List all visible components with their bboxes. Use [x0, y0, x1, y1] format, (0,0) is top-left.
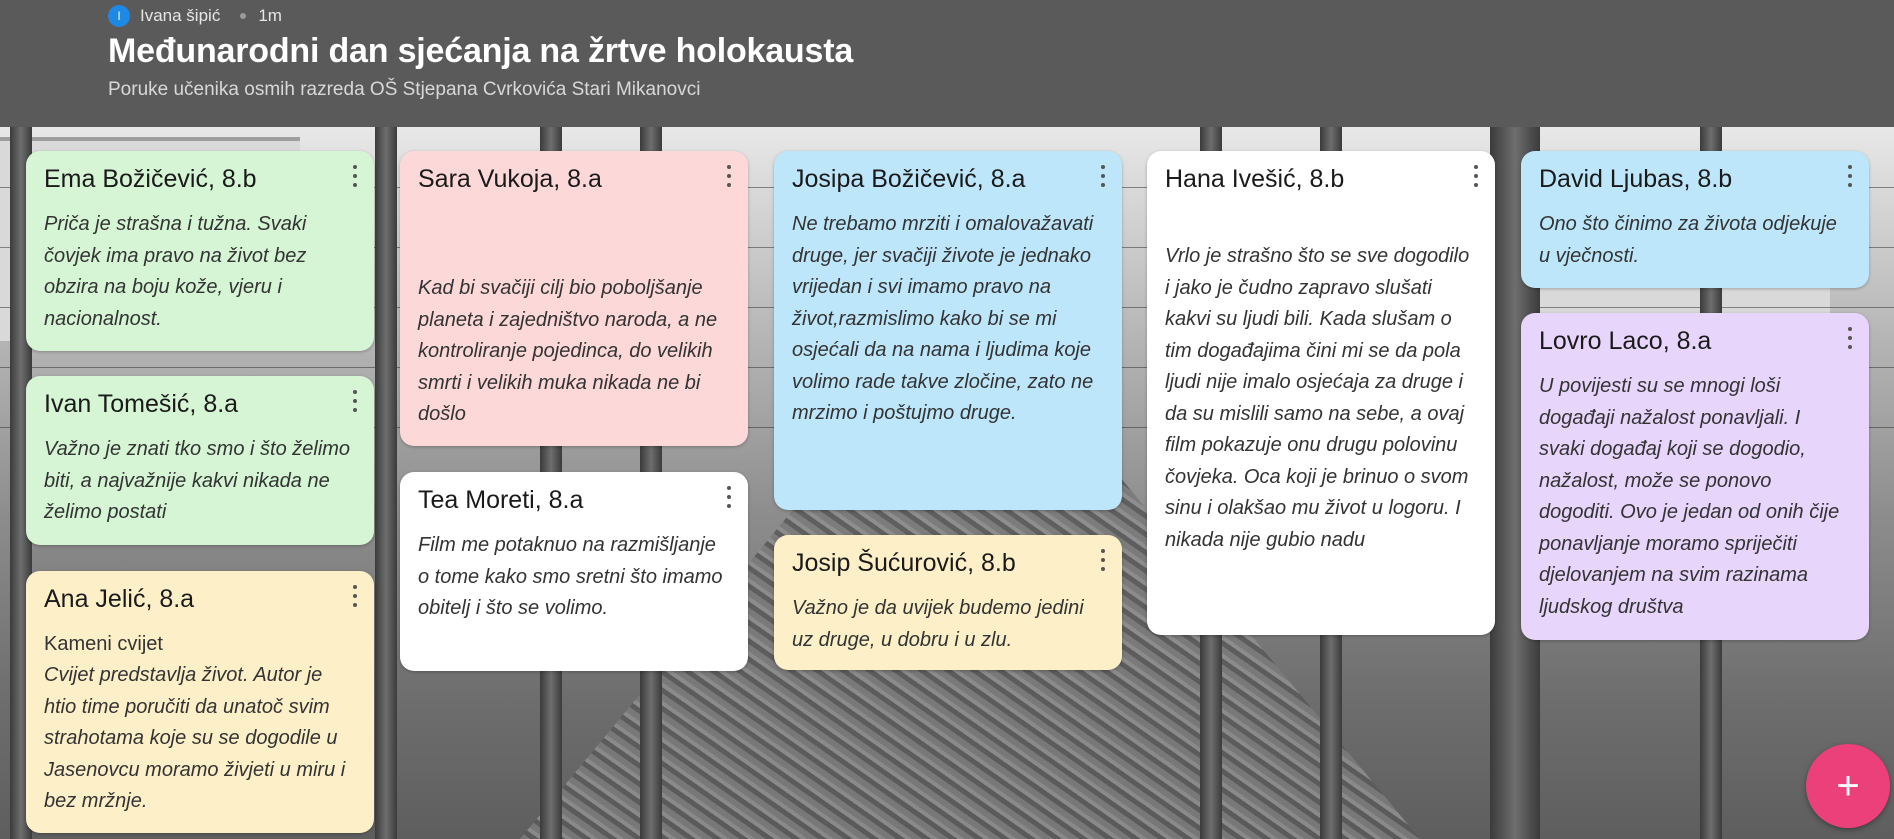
post-text: U povijesti su se mnogi loši događaji nažalost ponavljali. I svaki događaj koji se dogodio, nažalost, može se ponovo dogoditi. Ovo je jedan od onih čije ponavljanje moramo spriječiti djelovanjem na svim razinama ljudskog društva	[1539, 375, 1845, 618]
plus-icon: +	[1836, 763, 1860, 808]
post-author: David Ljubas, 8.b	[1539, 165, 1733, 193]
more-options-icon[interactable]	[1098, 549, 1108, 571]
post-text: Ne trebamo mrziti i omalovažavati druge, jer svačiji živote je jednako vrijedan i svi imamo pravo na život,razmislimo kako bi se mi osjećali da na nama i ljudima koje volimo rade takve zločine, zato ne mrzimo i poštujmo druge.	[792, 213, 1099, 424]
page-title: Međunarodni dan sjećanja na žrtve holokausta	[108, 32, 854, 70]
more-options-icon[interactable]	[1471, 165, 1481, 187]
post-text: Važno je znati tko smo i što želimo biti, a najvažnije kakvi nikada ne želimo postati	[44, 438, 356, 523]
add-post-button[interactable]	[1806, 744, 1890, 828]
post-text: Ono što činimo za života odjekuje u vječnosti.	[1539, 213, 1843, 267]
more-options-icon[interactable]	[350, 585, 360, 607]
author-row	[108, 5, 282, 27]
more-options-icon[interactable]	[724, 486, 734, 508]
post-card[interactable]	[26, 151, 374, 351]
post-text: Vrlo je strašno što se sve dogodilo i jako je čudno zapravo slušati kakvi su ljudi bili. Kada slušam o tim događajima čini mi se da pola ljudi nije imalo osjećaja za druge i da su mislili samo na sebe, a ovaj film pokazuje onu drugu polovinu čovjeka. Oca koji je brinuo o svom sinu i olakšao mu život u logoru. I nikada nije gubio nadu	[1165, 245, 1475, 551]
post-author: Tea Moreti, 8.a	[418, 486, 584, 514]
post-author: Hana Ivešić, 8.b	[1165, 165, 1345, 193]
more-options-icon[interactable]	[1098, 165, 1108, 187]
more-options-icon[interactable]	[350, 390, 360, 412]
post-card[interactable]	[26, 376, 374, 545]
more-options-icon[interactable]	[1845, 327, 1855, 349]
post-text: Priča je strašna i tužna. Svaki čovjek ima pravo na život bez obzira na boju kože, vjeru i nacionalnost.	[44, 213, 312, 330]
post-text: Važno je da uvijek budemo jedini uz druge, u dobru i u zlu.	[792, 597, 1090, 651]
more-options-icon[interactable]	[724, 165, 734, 187]
post-author: Ema Božičević, 8.b	[44, 165, 257, 193]
post-card[interactable]	[774, 535, 1122, 670]
post-author: Josip Šućurović, 8.b	[792, 549, 1016, 577]
post-card[interactable]	[774, 151, 1122, 510]
post-card[interactable]	[1521, 151, 1869, 288]
post-card[interactable]	[1147, 151, 1495, 635]
separator-dot	[240, 13, 246, 19]
post-card[interactable]	[26, 571, 374, 833]
post-author: Ivan Tomešić, 8.a	[44, 390, 239, 418]
more-options-icon[interactable]	[1845, 165, 1855, 187]
page-subtitle: Poruke učenika osmih razreda OŠ Stjepana Cvrkovića Stari Mikanovci	[108, 79, 701, 100]
timestamp: 1m	[258, 6, 282, 25]
page-header	[0, 0, 1894, 127]
post-text-heading: Kameni cvijet	[44, 633, 163, 655]
more-options-icon[interactable]	[350, 165, 360, 187]
post-author: Lovro Laco, 8.a	[1539, 327, 1712, 355]
post-text: Film me potaknuo na razmišljanje o tome kako smo sretni što imamo obitelj i što se volimo.	[418, 534, 729, 619]
post-author: Sara Vukoja, 8.a	[418, 165, 602, 193]
post-author: Ana Jelić, 8.a	[44, 585, 195, 613]
post-card[interactable]	[1521, 313, 1869, 640]
post-card[interactable]	[400, 151, 748, 446]
post-author: Josipa Božičević, 8.a	[792, 165, 1026, 193]
post-text: Cvijet predstavlja život. Autor je htio time poručiti da unatoč svim strahotama koje su se dogodile u Jasenovcu moramo živjeti u miru i bez mržnje.	[44, 664, 351, 812]
avatar[interactable]: I	[108, 5, 130, 27]
post-text: Kad bi svačiji cilj bio poboljšanje planeta i zajedništvo naroda, a ne kontroliranje pojedinca, do velikih smrti i velikih muka nikada ne bi došlo	[418, 277, 723, 425]
author-name[interactable]: Ivana šipić	[140, 6, 221, 25]
post-card[interactable]	[400, 472, 748, 671]
